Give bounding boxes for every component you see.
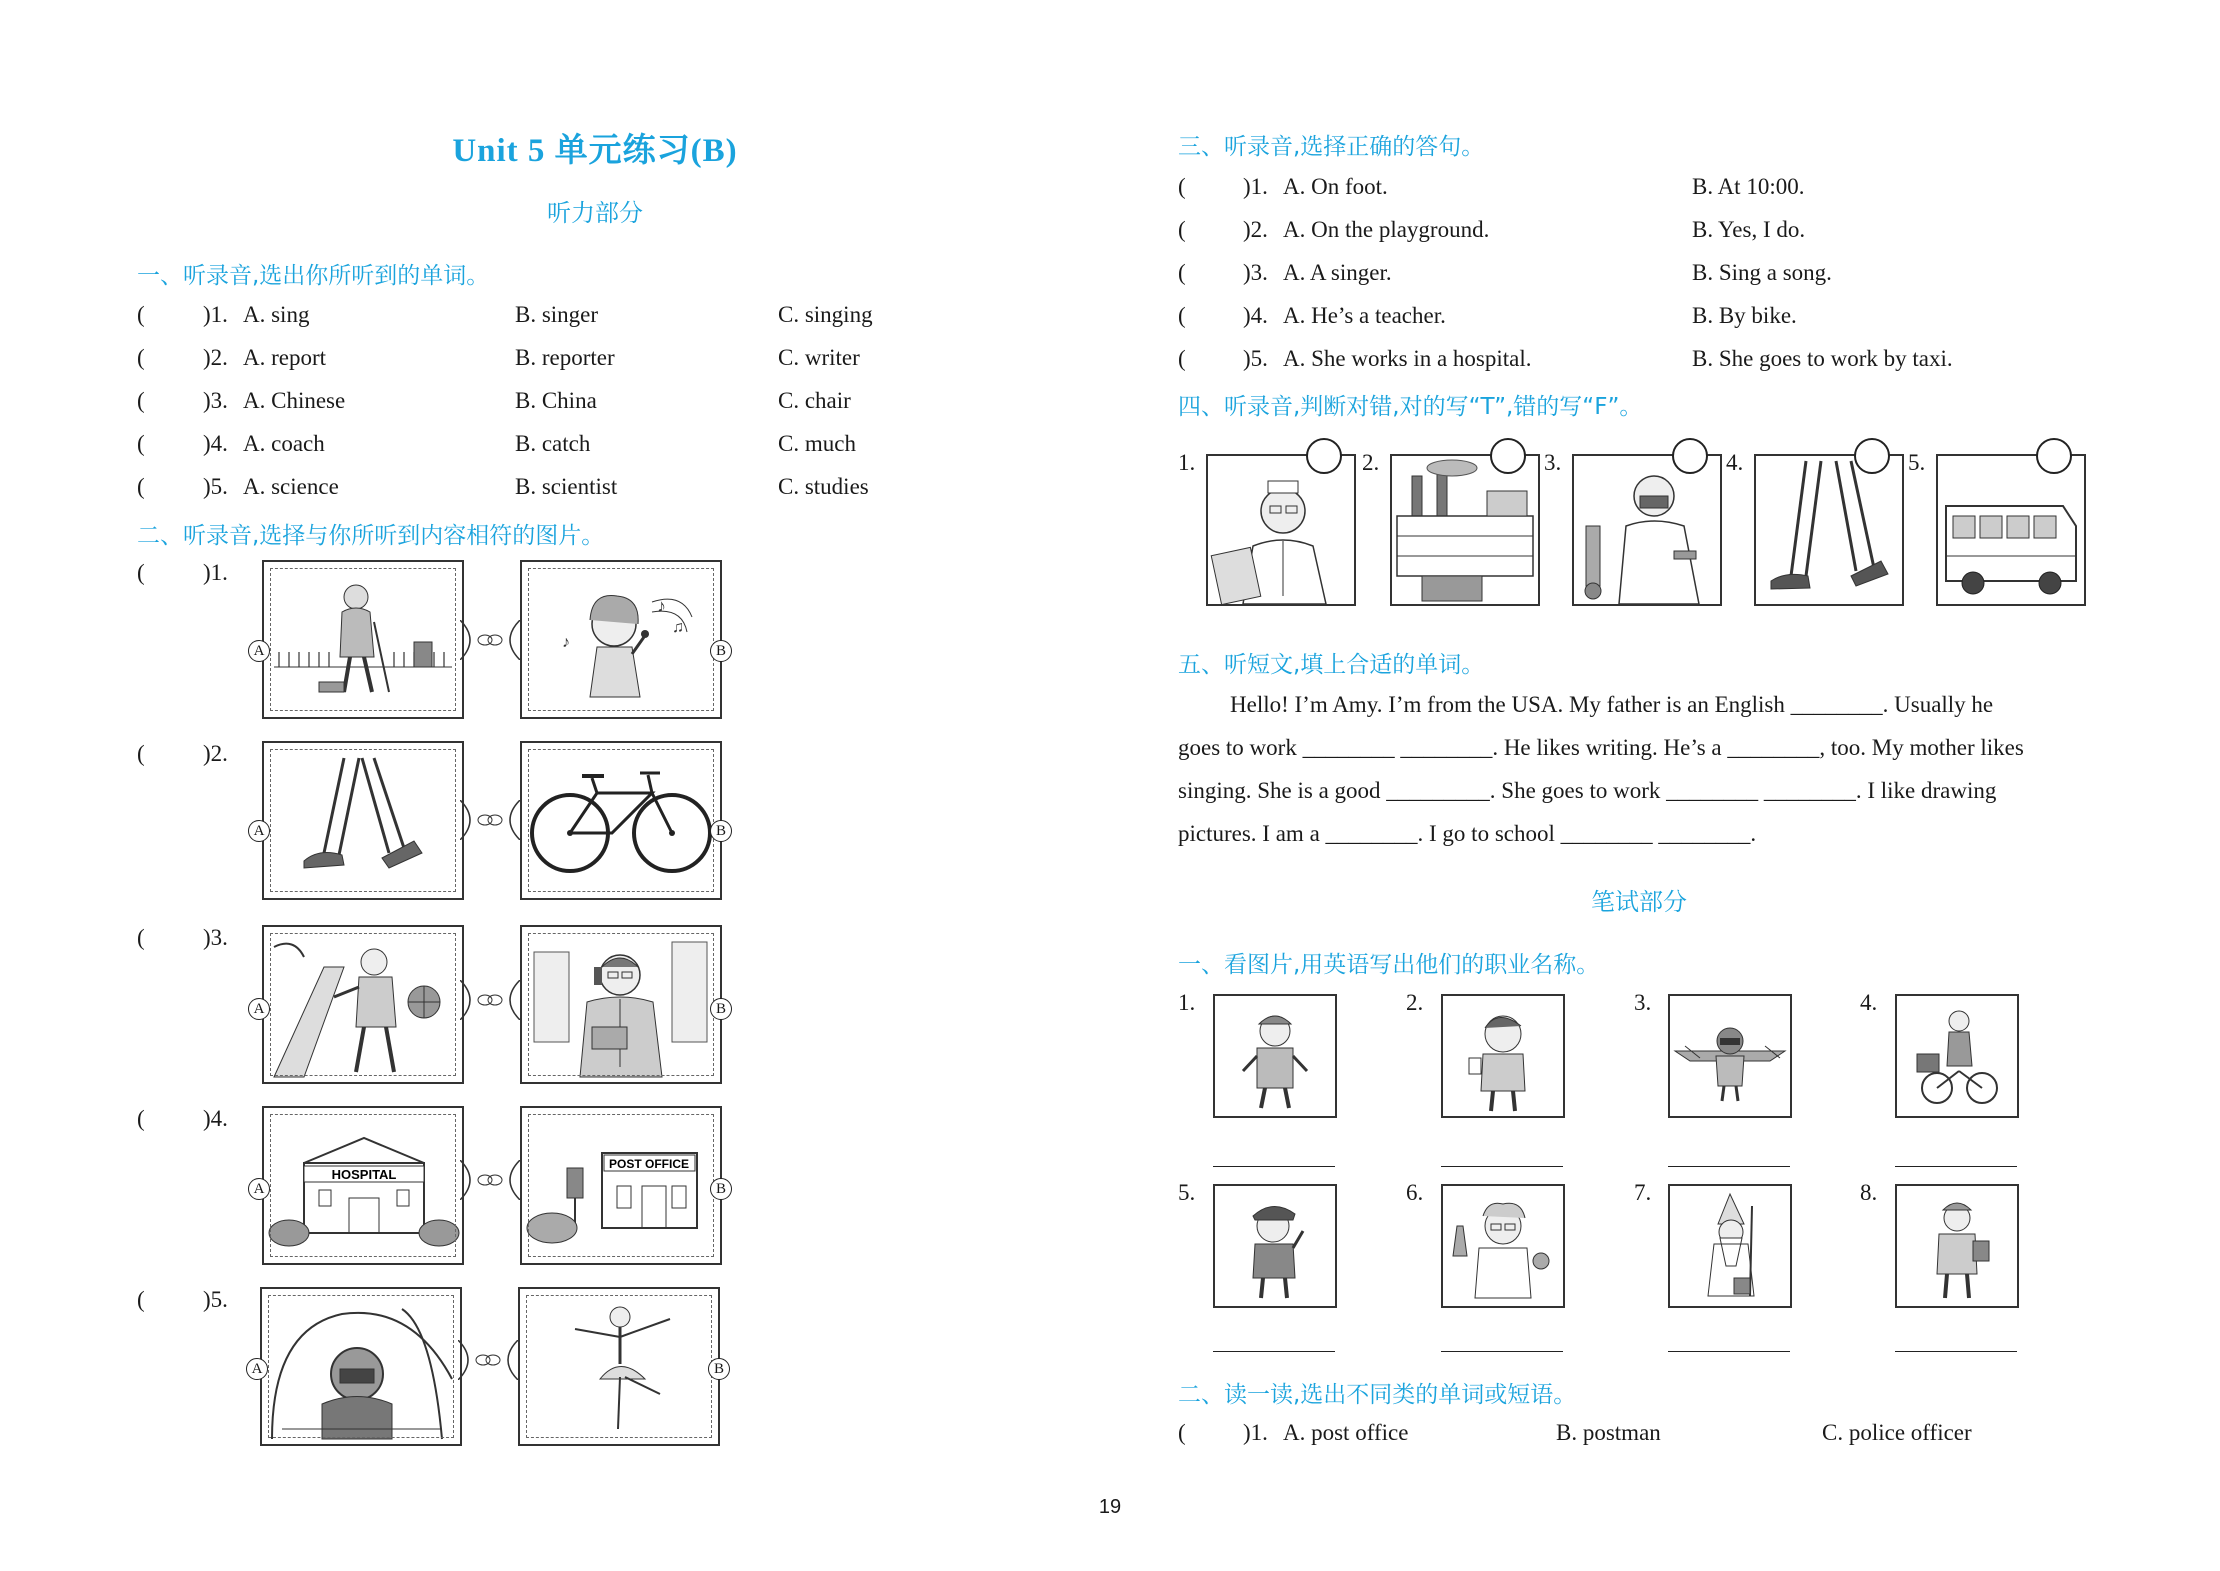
connector-icon <box>458 1340 518 1380</box>
picture-option-b[interactable] <box>520 741 722 900</box>
picture-option-b[interactable] <box>520 560 722 719</box>
true-false-picture <box>1754 454 1904 606</box>
scientist-illustration <box>1574 456 1720 604</box>
answer-paren[interactable]: ( <box>137 925 145 950</box>
label-a: A <box>246 1358 268 1380</box>
question-number: )1. <box>203 560 228 585</box>
answer-line[interactable] <box>1441 1350 1563 1352</box>
section-3-title: 三、听录音,选择正确的答句。 <box>1178 134 1485 160</box>
item-number: 5. <box>1908 450 1926 475</box>
option-c: C. police officer <box>1822 1420 1972 1445</box>
item-number: 6. <box>1406 1180 1424 1205</box>
option-a: A. science <box>243 474 339 499</box>
item-number: 8. <box>1860 1180 1878 1205</box>
option-a: A. coach <box>243 431 325 456</box>
answer-paren[interactable]: ( <box>137 474 145 499</box>
connector-icon <box>460 800 520 840</box>
option-b: B. scientist <box>515 474 618 499</box>
walking-legs-illustration <box>264 743 462 898</box>
passage-line-2: goes to work ________ ________. He likes writing. He’s a ________, too. My mother likes <box>1178 735 2024 760</box>
passage-line-1: Hello! I’m Amy. I’m from the USA. My father is an English ________. Usually he <box>1230 692 1994 717</box>
question-number: )3. <box>203 925 228 950</box>
option-b: B. reporter <box>515 345 615 370</box>
question-number: )2. <box>203 741 228 766</box>
answer-paren[interactable]: ( <box>137 560 145 585</box>
picture-option-a[interactable] <box>262 925 464 1084</box>
item-number: 4. <box>1860 990 1878 1015</box>
picture-option-a[interactable] <box>260 1287 462 1446</box>
pilot-in-cockpit-illustration <box>262 1289 460 1444</box>
label-b: B <box>710 640 732 662</box>
passage-line-3: singing. She is a good _________. She goes to work ________ ________. I like drawing <box>1178 778 1997 803</box>
item-number: 3. <box>1544 450 1562 475</box>
section-7-title: 二、读一读,选出不同类的单词或短语。 <box>1178 1382 1577 1408</box>
item-number: 2. <box>1406 990 1424 1015</box>
label-a: A <box>248 998 270 1020</box>
occupation-picture <box>1895 994 2019 1118</box>
cook-illustration <box>1897 1186 2017 1306</box>
picture-option-b[interactable] <box>520 1106 722 1265</box>
svg-text:♪: ♪ <box>657 596 666 616</box>
answer-paren[interactable]: ( <box>137 431 145 456</box>
pilot-illustration <box>1670 996 1790 1116</box>
answer-circle[interactable] <box>1854 438 1890 474</box>
option-b: B. China <box>515 388 597 413</box>
option-a: A. Chinese <box>243 388 346 413</box>
label-a: A <box>248 1178 270 1200</box>
post-office-sign: POST OFFICE <box>608 1157 690 1171</box>
occupation-picture <box>1895 1184 2019 1308</box>
answer-paren[interactable]: ( <box>137 741 145 766</box>
item-number: 5. <box>1178 1180 1196 1205</box>
person-sweeping-illustration <box>264 562 462 717</box>
bus-illustration <box>1938 456 2084 604</box>
answer-paren[interactable]: ( <box>137 1106 145 1131</box>
ballet-dancer-illustration <box>520 1289 718 1444</box>
option-b: B. Yes, I do. <box>1692 217 1806 242</box>
bicycle-illustration <box>522 743 720 898</box>
option-b: B. singer <box>515 302 599 327</box>
option-a: A. He’s a teacher. <box>1283 303 1446 328</box>
answer-line[interactable] <box>1895 1350 2017 1352</box>
occupation-picture <box>1441 994 1565 1118</box>
option-a: A. post office <box>1283 1420 1409 1445</box>
hospital-sign: HOSPITAL <box>331 1167 397 1182</box>
option-a: A. report <box>243 345 327 370</box>
item-number: 1. <box>1178 990 1196 1015</box>
answer-line[interactable] <box>1668 1350 1790 1352</box>
item-number: 1. <box>1178 450 1196 475</box>
option-a: A. A singer. <box>1283 260 1392 285</box>
question-number: )5. <box>203 1287 228 1312</box>
option-c: C. singing <box>778 302 873 327</box>
true-false-picture <box>1390 454 1540 606</box>
answer-line[interactable] <box>1895 1165 2017 1167</box>
occupation-picture <box>1441 1184 1565 1308</box>
question-number: )5. <box>203 474 228 499</box>
item-number: 7. <box>1634 1180 1652 1205</box>
label-b: B <box>710 998 732 1020</box>
answer-circle[interactable] <box>1306 438 1342 474</box>
option-a: A. She works in a hospital. <box>1283 346 1532 371</box>
answer-paren[interactable]: ( <box>137 345 145 370</box>
answer-paren[interactable]: ( <box>1178 346 1186 371</box>
answer-circle[interactable] <box>2036 438 2072 474</box>
occupation-picture <box>1668 1184 1792 1308</box>
question-number: )3. <box>203 388 228 413</box>
picture-option-a[interactable] <box>262 741 464 900</box>
true-false-picture <box>1206 454 1356 606</box>
question-number: )2. <box>203 345 228 370</box>
label-b: B <box>708 1358 730 1380</box>
passage-line-4: pictures. I am a ________. I go to school ________ ________. <box>1178 821 1757 846</box>
question-number: )4. <box>203 1106 228 1131</box>
answer-paren[interactable]: ( <box>1178 217 1186 242</box>
wizard-illustration <box>1670 1186 1790 1306</box>
writing-heading: 笔试部分 <box>1591 888 1687 916</box>
question-number: )2. <box>1243 217 1268 242</box>
label-b: B <box>710 820 732 842</box>
option-b: B. catch <box>515 431 591 456</box>
item-number: 3. <box>1634 990 1652 1015</box>
girl-singing-illustration <box>522 562 720 717</box>
page-title: Unit 5 单元练习(B) <box>452 133 738 169</box>
answer-line[interactable] <box>1668 1165 1790 1167</box>
svg-text:♫: ♫ <box>672 619 684 636</box>
option-b: B. Sing a song. <box>1692 260 1832 285</box>
answer-paren[interactable]: ( <box>1178 260 1186 285</box>
question-number: )4. <box>203 431 228 456</box>
factory-illustration <box>1392 456 1538 604</box>
option-c: C. writer <box>778 345 860 370</box>
picture-option-a[interactable] <box>262 560 464 719</box>
question-number: )1. <box>1243 174 1268 199</box>
answer-line[interactable] <box>1441 1165 1563 1167</box>
answer-circle[interactable] <box>1490 438 1526 474</box>
question-number: )1. <box>203 302 228 327</box>
occupation-picture <box>1213 994 1337 1118</box>
picture-option-a[interactable] <box>262 1106 464 1265</box>
reporter-illustration <box>1443 996 1563 1116</box>
walking-legs-illustration <box>1756 456 1902 604</box>
question-number: )5. <box>1243 346 1268 371</box>
option-a: A. On the playground. <box>1283 217 1490 242</box>
option-b: B. By bike. <box>1692 303 1797 328</box>
section-6-title: 一、看图片,用英语写出他们的职业名称。 <box>1178 952 1600 978</box>
listening-heading: 听力部分 <box>547 199 643 227</box>
picture-option-b[interactable] <box>520 925 722 1084</box>
item-number: 2. <box>1362 450 1380 475</box>
question-number: )4. <box>1243 303 1268 328</box>
answer-paren[interactable]: ( <box>1178 174 1186 199</box>
boy-playing-basketball-illustration <box>264 927 462 1082</box>
option-a: A. On foot. <box>1283 174 1388 199</box>
page-number: 19 <box>1098 1496 1122 1518</box>
option-c: C. much <box>778 431 856 456</box>
answer-paren[interactable]: ( <box>137 302 145 327</box>
option-c: C. studies <box>778 474 869 499</box>
scientist-illustration <box>1443 1186 1563 1306</box>
section-2-title: 二、听录音,选择与你所听到内容相符的图片。 <box>137 523 605 549</box>
picture-option-b[interactable] <box>518 1287 720 1446</box>
answer-line[interactable] <box>1213 1350 1335 1352</box>
answer-paren[interactable]: ( <box>137 388 145 413</box>
option-a: A. sing <box>243 302 310 327</box>
occupation-picture <box>1668 994 1792 1118</box>
post-office-illustration <box>522 1108 720 1263</box>
connector-icon <box>460 1160 520 1200</box>
occupation-picture <box>1213 1184 1337 1308</box>
item-number: 4. <box>1726 450 1744 475</box>
answer-paren[interactable]: ( <box>137 1287 145 1312</box>
question-number: )1. <box>1243 1420 1268 1445</box>
connector-icon <box>460 620 520 660</box>
true-false-picture <box>1572 454 1722 606</box>
section-1-title: 一、听录音,选出你所听到的单词。 <box>137 263 490 289</box>
answer-paren[interactable]: ( <box>1178 303 1186 328</box>
svg-text:♪: ♪ <box>562 634 570 651</box>
worker-illustration <box>1215 996 1335 1116</box>
answer-paren[interactable]: ( <box>1178 1420 1186 1445</box>
hospital-building-illustration <box>264 1108 462 1263</box>
answer-line[interactable] <box>1213 1165 1335 1167</box>
option-c: C. chair <box>778 388 851 413</box>
section-5-title: 五、听短文,填上合适的单词。 <box>1178 652 1485 678</box>
doctor-illustration <box>1208 456 1354 604</box>
option-b: B. At 10:00. <box>1692 174 1805 199</box>
answer-circle[interactable] <box>1672 438 1708 474</box>
man-on-phone-illustration <box>522 927 720 1082</box>
question-number: )3. <box>1243 260 1268 285</box>
label-b: B <box>710 1178 732 1200</box>
option-b: B. postman <box>1556 1420 1661 1445</box>
postman-on-bike-illustration <box>1897 996 2017 1116</box>
true-false-picture <box>1936 454 2086 606</box>
police-officer-illustration <box>1215 1186 1335 1306</box>
label-a: A <box>248 640 270 662</box>
section-4-title: 四、听录音,判断对错,对的写“T”,错的写“F”。 <box>1178 394 1643 420</box>
option-b: B. She goes to work by taxi. <box>1692 346 1953 371</box>
label-a: A <box>248 820 270 842</box>
connector-icon <box>460 980 520 1020</box>
